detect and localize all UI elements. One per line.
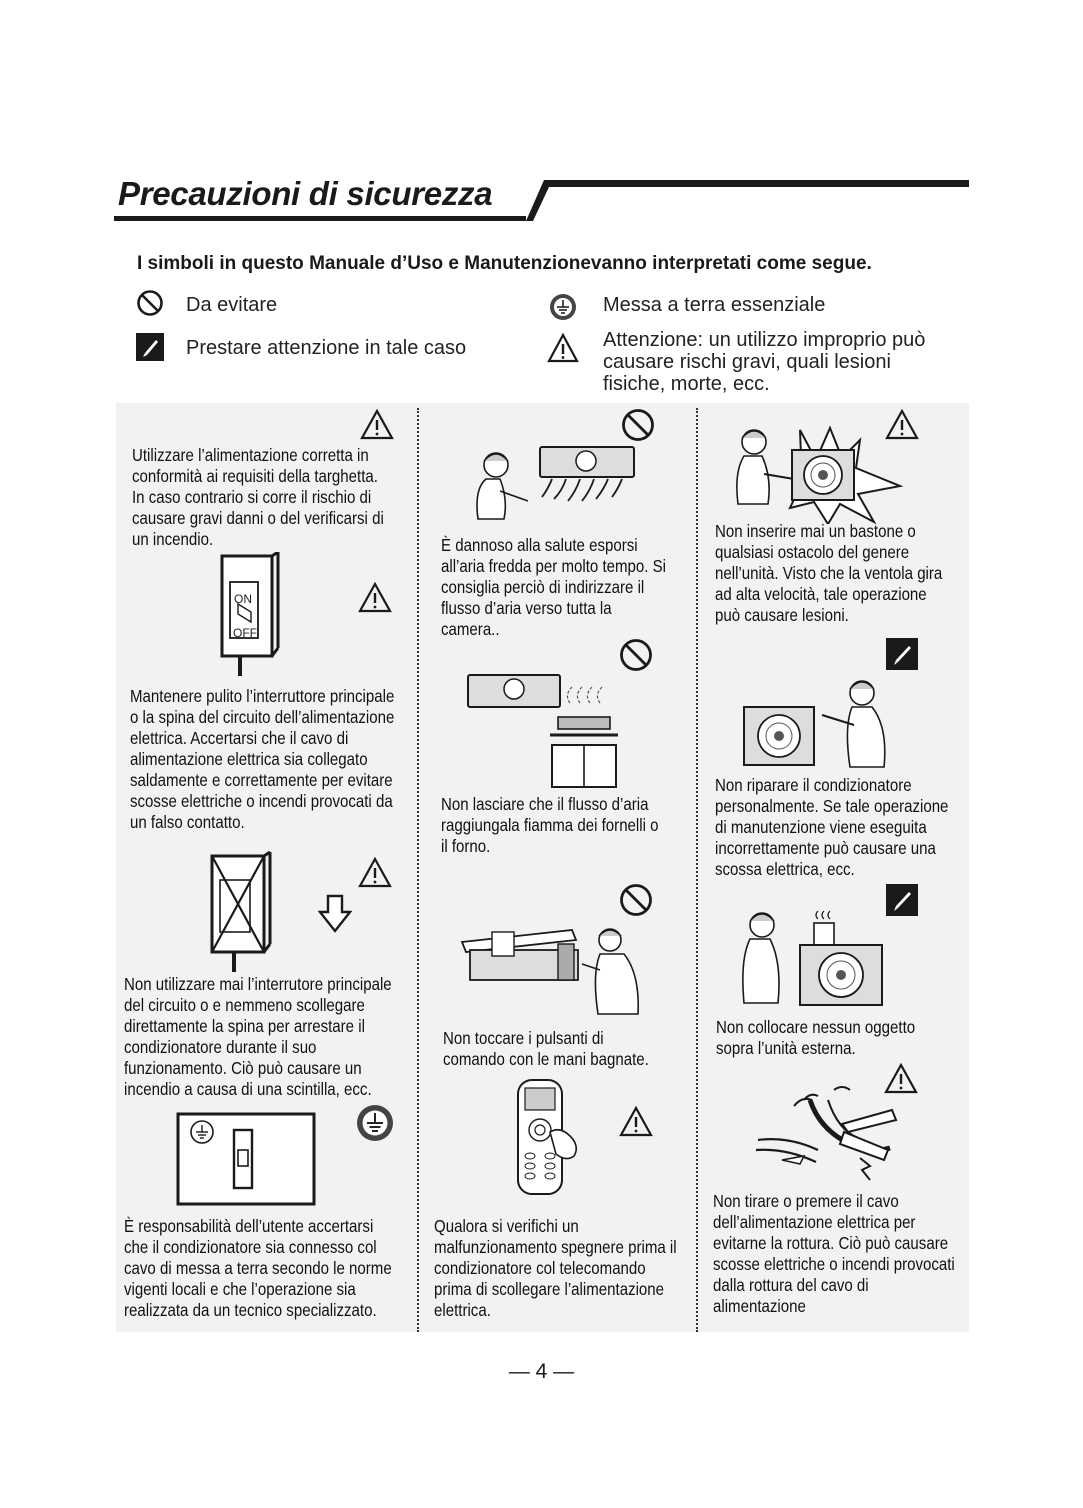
stove-airflow-illustration bbox=[466, 673, 626, 791]
legend-warning: Attenzione: un utilizzo improprio può causare rischi gravi, quali lesioni fisiche, morte, ecc. bbox=[603, 329, 926, 395]
down-arrow-icon bbox=[318, 894, 352, 934]
title-bar-graphic bbox=[516, 177, 971, 222]
prohibited-icon bbox=[621, 408, 655, 442]
attention-icon bbox=[136, 333, 164, 361]
attention-icon bbox=[886, 884, 918, 916]
page-number: — 4 — bbox=[508, 1360, 575, 1383]
precaution-cable: Non tirare o premere il cavo dell’alimentazione elettrica per evitarne la rottura. Ciò può causare scosse elettriche o incendi provocati dalla rottura del cavo di alimentazione bbox=[713, 1191, 955, 1316]
ground-icon bbox=[356, 1104, 394, 1142]
warning-icon bbox=[358, 857, 392, 889]
column-separator bbox=[417, 408, 419, 1332]
switch-on-label: ON bbox=[234, 592, 252, 606]
no-object-on-unit-illustration bbox=[738, 905, 888, 1009]
legend-intro: I simboli in questo Manuale d’Uso e Manutenzionevanno interpretati come segue. bbox=[137, 253, 872, 274]
page-title: Precauzioni di sicurezza bbox=[118, 175, 493, 212]
warning-icon bbox=[619, 1106, 653, 1138]
switch-off-label: OFF bbox=[233, 626, 257, 640]
precaution-no-object: Non collocare nessun oggetto sopra l’unità esterna. bbox=[716, 1017, 916, 1058]
precaution-no-switch-stop: Non utilizzare mai l’interrutore principale del circuito o e nemmeno scollegare direttamente la spina per arrestare il condizionatore durante il suo funzionamento. Ciò può causare un incendio a causa di una scintilla, ecc. bbox=[124, 974, 392, 1099]
precaution-wet-hands: Non toccare i pulsanti di comando con le mani bagnate. bbox=[443, 1028, 649, 1069]
precaution-clean-switch: Mantenere pulito l’interruttore principale o la spina del circuito dell’alimentazione elettrica. Accertarsi che il cavo di alimentazione elettrica sia collegato saldamente e correttamente per evitare scosse elettriche o incendi provocati da un falso contatto. bbox=[130, 686, 395, 832]
cold-air-illustration bbox=[460, 443, 640, 538]
warning-icon bbox=[360, 409, 394, 441]
no-repair-illustration bbox=[740, 673, 890, 773]
title-underline bbox=[114, 216, 526, 221]
precaution-grounding: È responsabilità dell’utente accertarsi che il condizionatore sia connesso col cavo di messa a terra secondo le norme vigenti locali e che l’operazione sia realizzata da un tecnico specializzato. bbox=[124, 1216, 392, 1320]
warning-icon bbox=[885, 409, 919, 441]
precaution-power-supply: Utilizzare l’alimentazione corretta in conformità ai requisiti della targhetta. In caso contrario si corre il rischio di causare gravi danni o del verificarsi di un incendio. bbox=[132, 445, 384, 549]
grounded-panel-illustration bbox=[176, 1112, 316, 1206]
remote-control-illustration bbox=[514, 1076, 594, 1198]
prohibited-icon bbox=[619, 638, 653, 672]
ground-icon bbox=[549, 293, 577, 321]
precaution-no-stick: Non inserire mai un bastone o qualsiasi ostacolo del genere nell’unità. Visto che la ventola gira ad alta velocità, tale operazione può causare lesioni. bbox=[715, 521, 943, 625]
precaution-stove-airflow: Non lasciare che il flusso d’aria raggiungala fiamma dei fornelli o il forno. bbox=[441, 794, 659, 856]
crossed-switch-illustration bbox=[208, 850, 274, 974]
prohibited-icon bbox=[619, 883, 653, 917]
attention-icon bbox=[886, 638, 918, 670]
cable-cut-illustration bbox=[748, 1080, 908, 1184]
main-switch-illustration bbox=[218, 552, 282, 678]
warning-icon bbox=[358, 582, 392, 614]
wet-hands-illustration bbox=[458, 922, 648, 1022]
precaution-cold-air: È dannoso alla salute esporsi all’aria fredda per molto tempo. Si consiglia perciò di indirizzare il flusso d’aria verso tutta la camera.. bbox=[441, 535, 667, 639]
precaution-no-repair: Non riparare il condizionatore personalmente. Se tale operazione di manutenzione viene eseguita incorrettamente può causare una scossa elettrica, ecc. bbox=[715, 775, 949, 879]
warning-icon bbox=[547, 333, 579, 363]
no-stick-outdoor-unit-illustration bbox=[730, 420, 910, 524]
legend-ground: Messa a terra essenziale bbox=[603, 294, 826, 316]
column-separator bbox=[696, 408, 698, 1332]
legend-avoid: Da evitare bbox=[186, 294, 278, 316]
precaution-malfunction: Qualora si verifichi un malfunzionamento spegnere prima il condizionatore col telecomando prima di scollegare l’alimentazione elettrica. bbox=[434, 1216, 677, 1320]
legend-attention: Prestare attenzione in tale caso bbox=[186, 337, 467, 359]
prohibited-icon bbox=[136, 289, 164, 317]
